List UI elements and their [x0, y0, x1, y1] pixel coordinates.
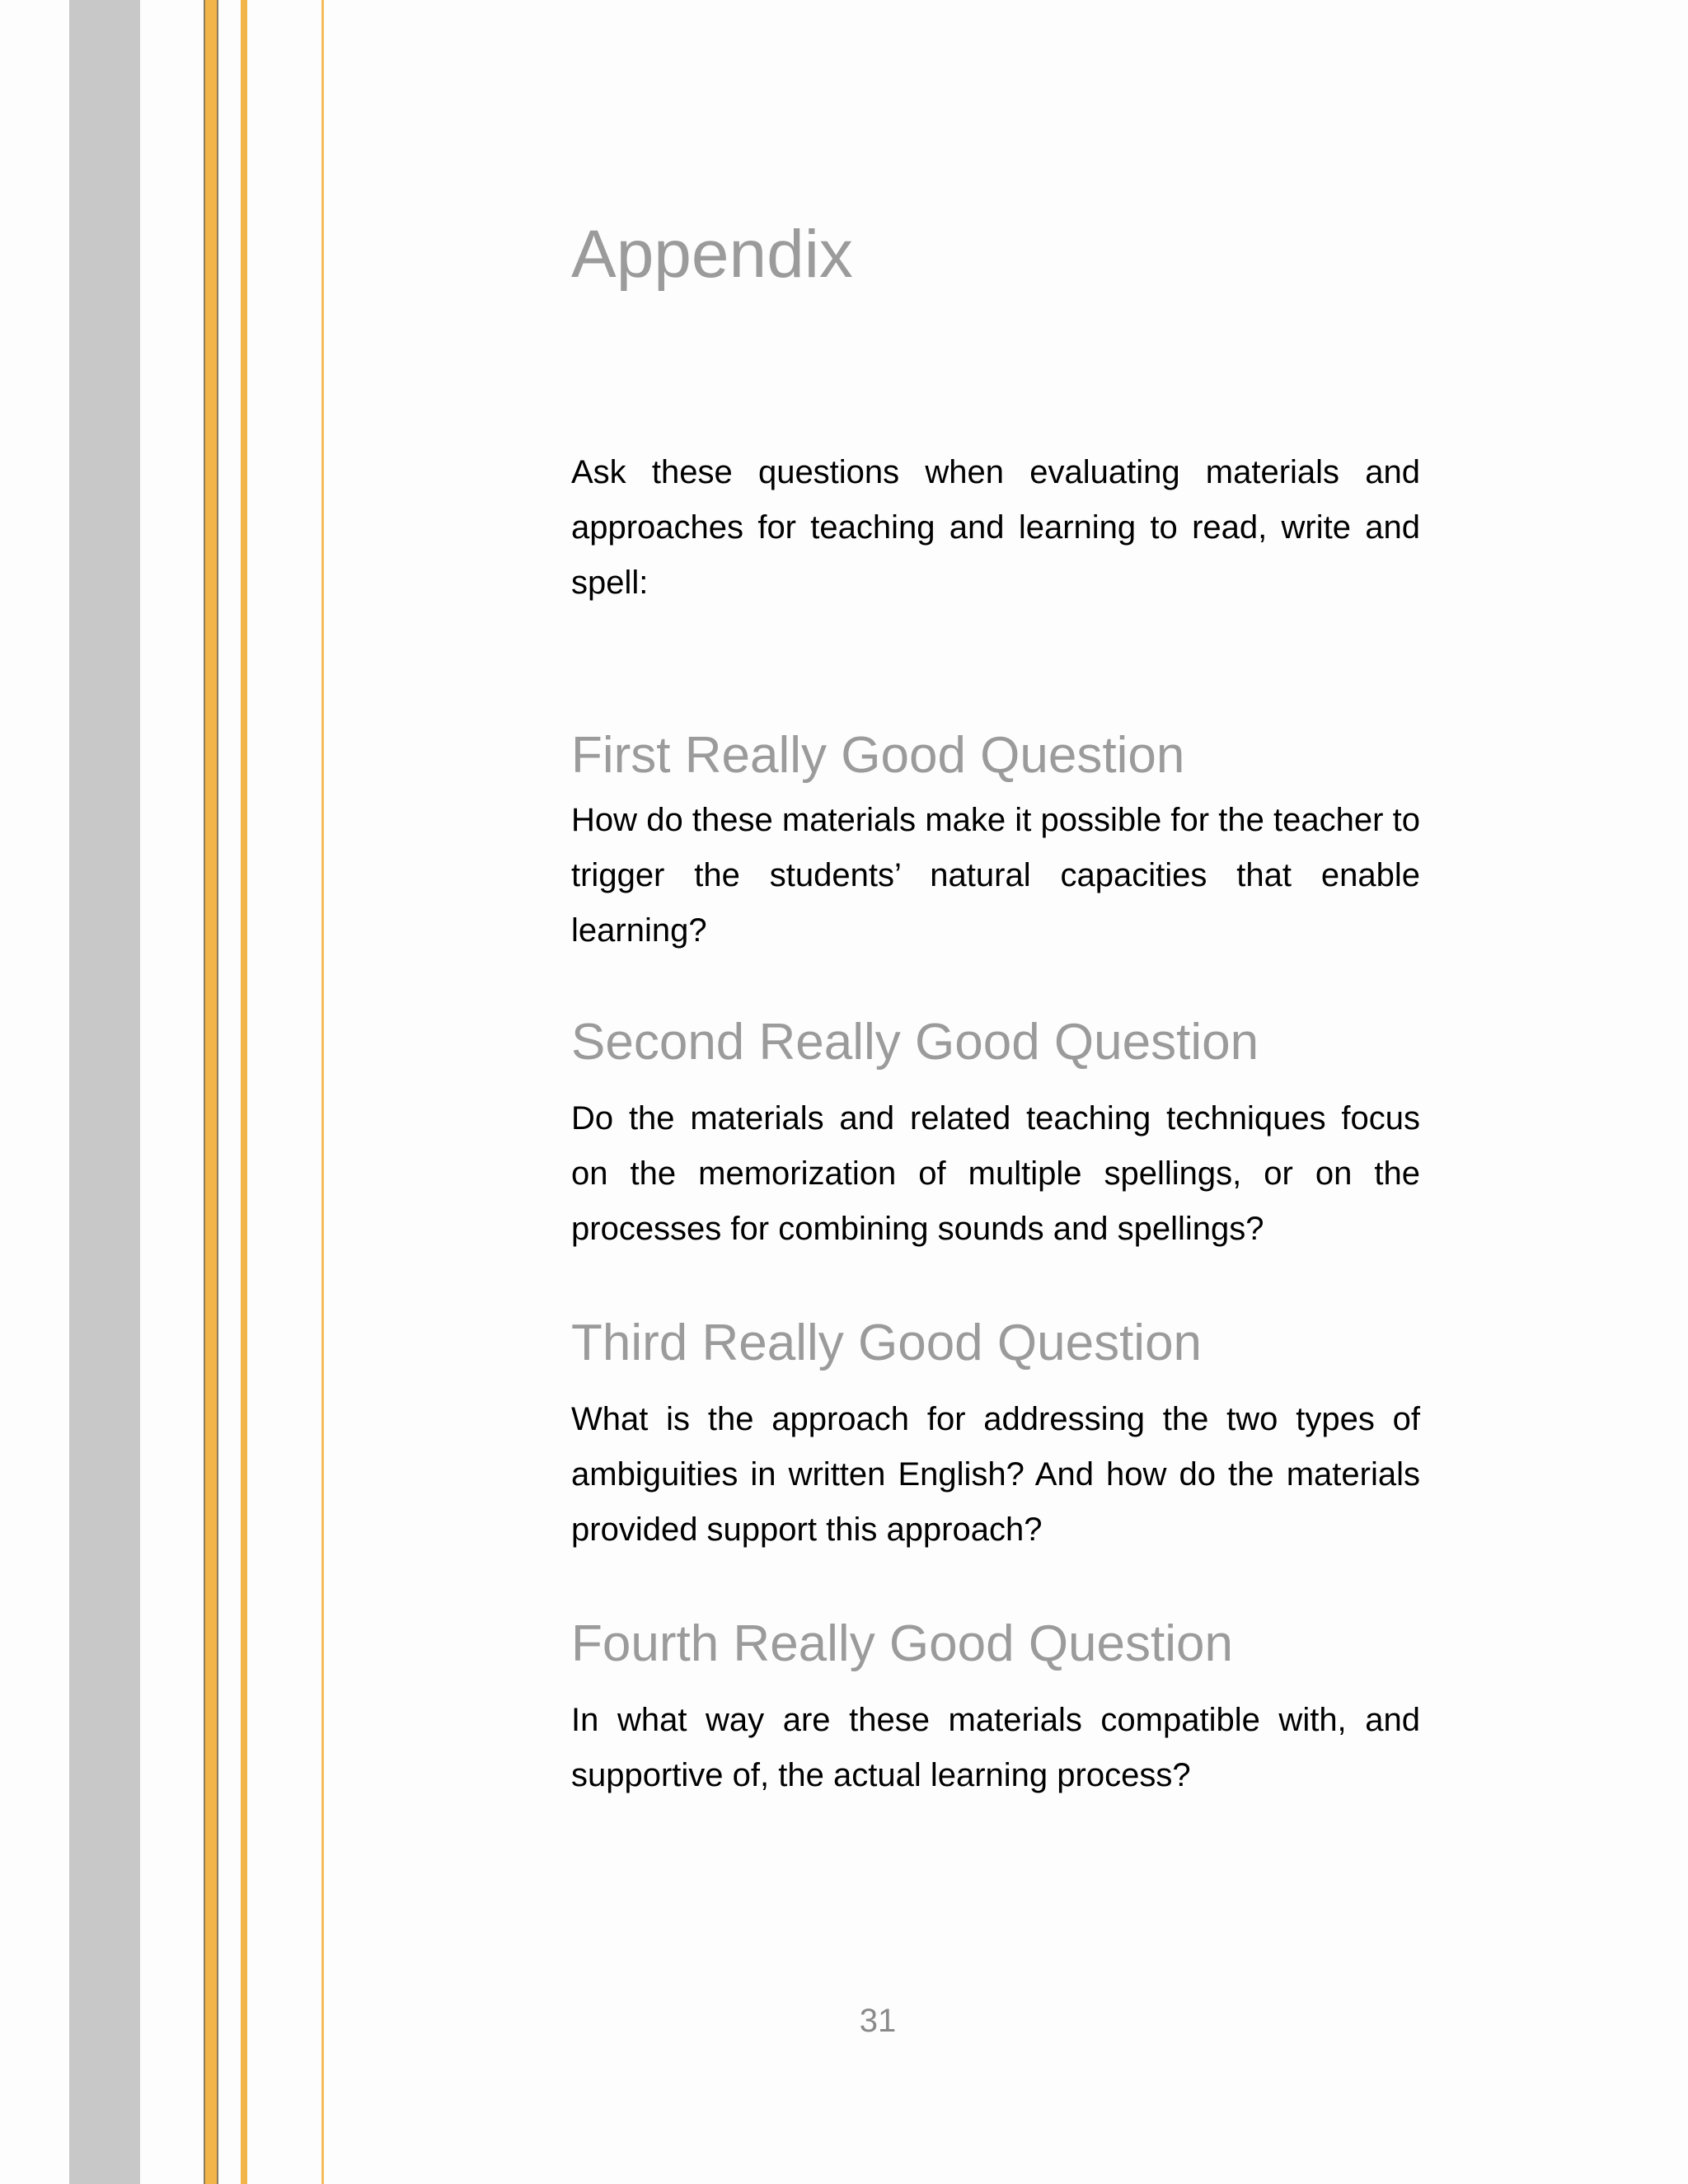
question-heading: Second Really Good Question [571, 1014, 1259, 1071]
margin-stripe-gold-thin [241, 0, 247, 2184]
question-block-first [571, 727, 1420, 958]
question-text: Do the materials and related teaching techniques focus on the memorization of multiple spellings, or on the processes for combining sounds and spellings? [571, 1100, 1420, 1247]
question-heading: Fourth Really Good Question [571, 1615, 1233, 1672]
intro-paragraph: Ask these questions when evaluating materials and approaches for teaching and learning to read, write and spell: [571, 454, 1420, 601]
margin-stripe-gold [204, 0, 218, 2184]
question-block-fourth [571, 1615, 1420, 1803]
question-block-second [571, 1014, 1420, 1257]
margin-rule-gold [321, 0, 324, 2184]
question-heading: Third Really Good Question [571, 1315, 1203, 1371]
page-number: 31 [859, 2003, 897, 2039]
question-text: In what way are these materials compatible with, and supportive of, the actual learning process? [571, 1702, 1420, 1793]
margin-stripe-gray [69, 0, 140, 2184]
question-heading: First Really Good Question [571, 727, 1185, 784]
question-text: How do these materials make it possible for the teacher to trigger the students’ natural capacities that enable learning? [571, 802, 1420, 949]
question-block-third [571, 1315, 1420, 1558]
question-text: What is the approach for addressing the two types of ambiguities in written English? And how do the materials provided support this approach? [571, 1401, 1420, 1548]
page-title: Appendix [571, 217, 853, 292]
